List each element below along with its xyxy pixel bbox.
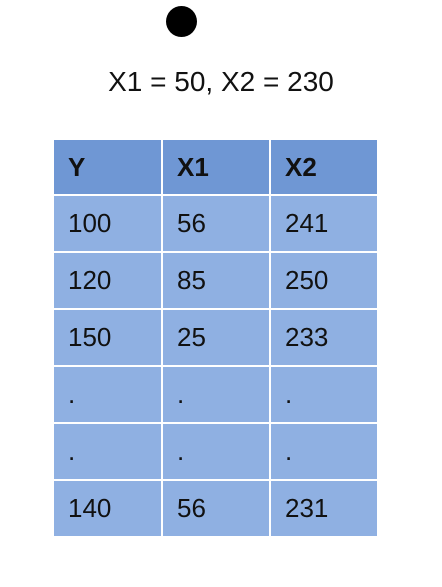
cell-x2: 231 [270,480,378,537]
cell-x2: . [270,423,378,480]
cell-y: . [53,423,162,480]
header-x2: X2 [270,139,378,195]
table-row [53,195,378,252]
table-row [53,309,378,366]
table-row [53,423,378,480]
table-header-row [53,139,378,195]
cell-y: . [53,366,162,423]
table-row [53,366,378,423]
cell-x1: 56 [162,195,270,252]
formula-text: X1 = 50, X2 = 230 [108,66,334,97]
cell-x2: 250 [270,252,378,309]
header-x1: X1 [162,139,270,195]
table-row [53,480,378,537]
cell-y: 140 [53,480,162,537]
cell-x2: 241 [270,195,378,252]
cell-x1: 85 [162,252,270,309]
data-table [52,138,379,538]
cell-x1: . [162,366,270,423]
cell-x1: . [162,423,270,480]
cell-y: 100 [53,195,162,252]
header-y: Y [53,139,162,195]
cell-x2: . [270,366,378,423]
cell-x1: 56 [162,480,270,537]
cell-x1: 25 [162,309,270,366]
cell-y: 120 [53,252,162,309]
cell-y: 150 [53,309,162,366]
bullet-dot [166,6,197,37]
cell-x2: 233 [270,309,378,366]
table-row [53,252,378,309]
